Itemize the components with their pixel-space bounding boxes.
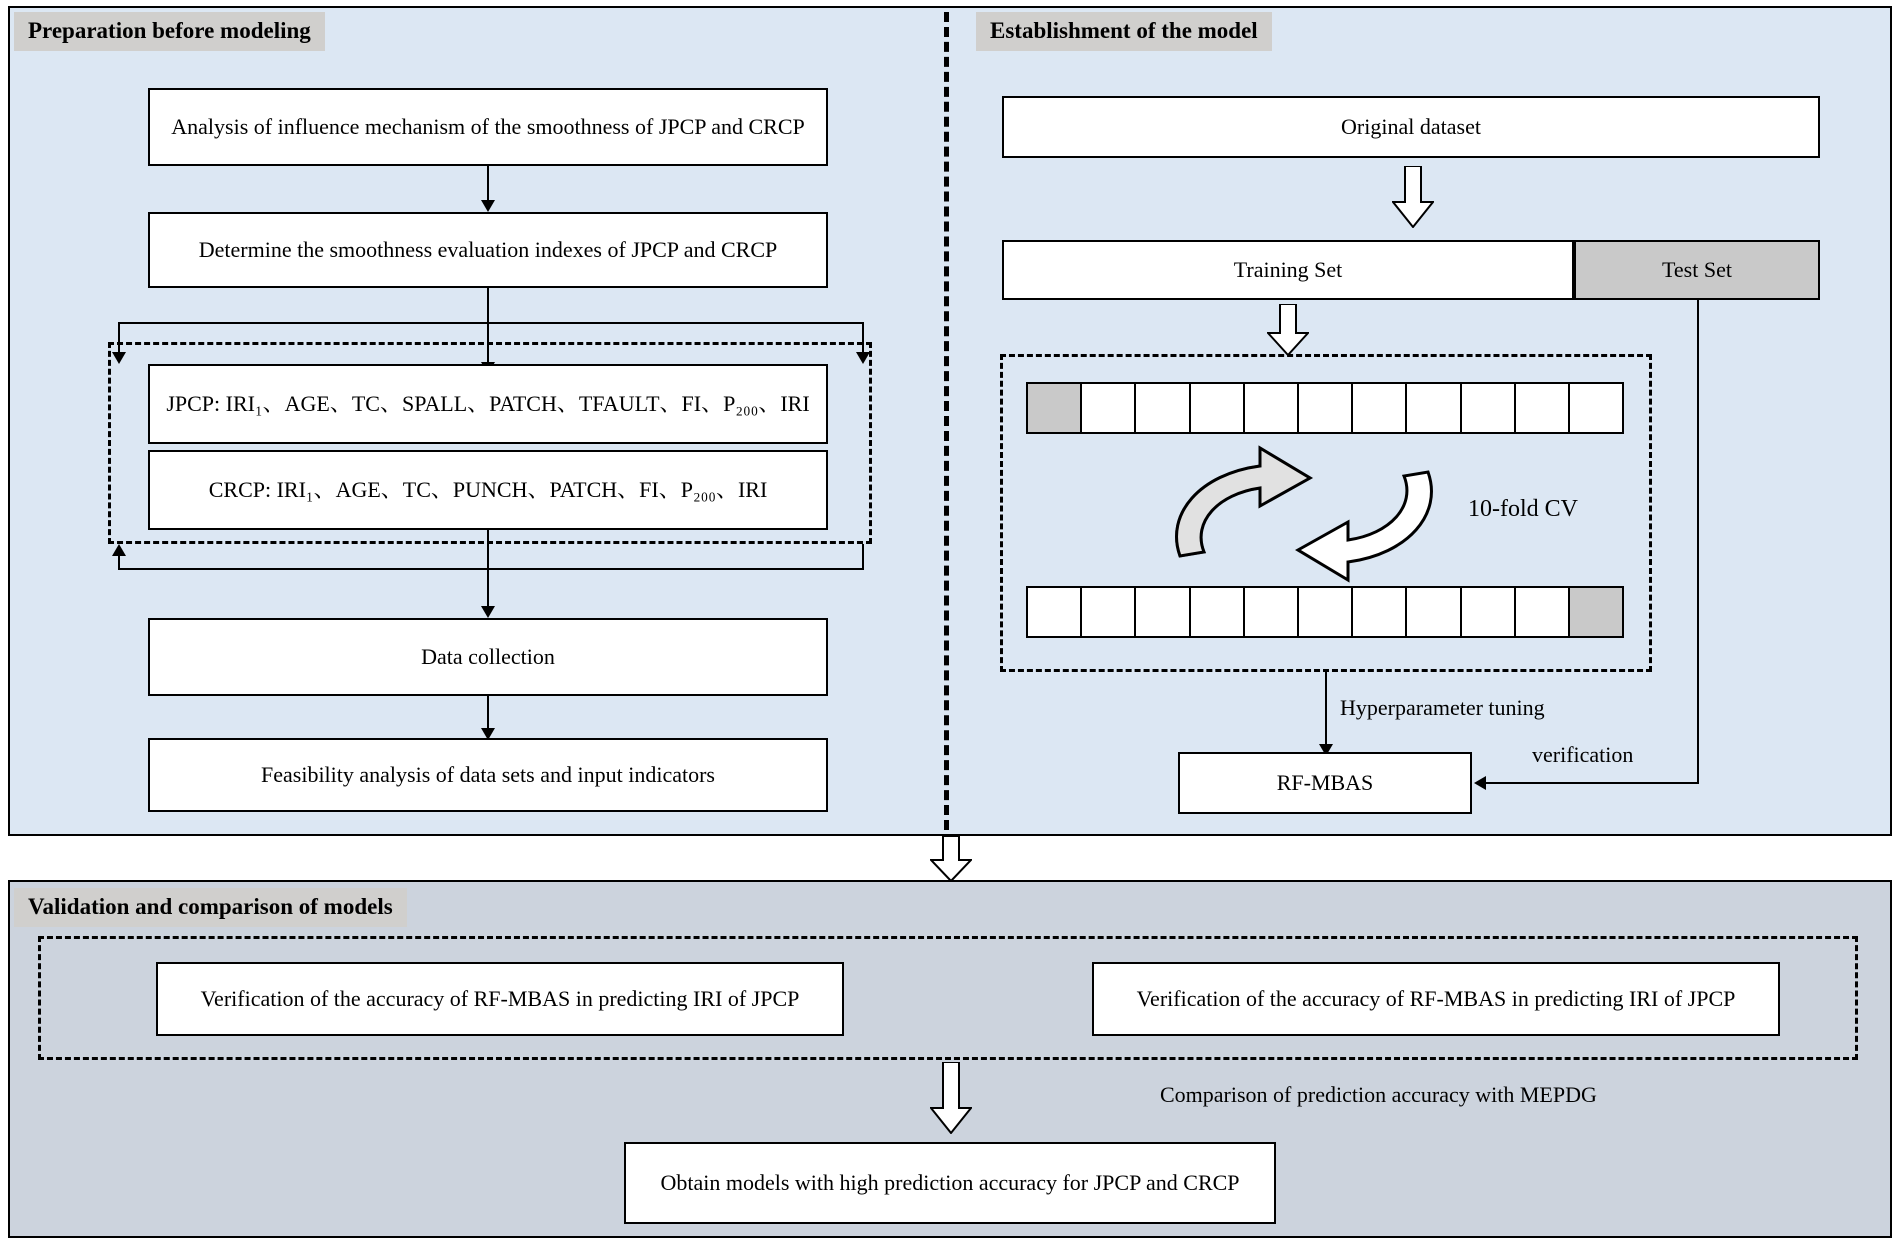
label-comparison-mepdg: Comparison of prediction accuracy with MEPDG: [1160, 1082, 1597, 1107]
cv-label: 10-fold CV: [1468, 496, 1578, 522]
box-verification-jpcp-right: Verification of the accuracy of RF-MBAS in predicting IRI of JPCP: [1092, 962, 1780, 1036]
feedback-bottom-line: [118, 568, 864, 570]
arrowhead-analysis-determine: [481, 200, 495, 212]
section-title-preparation: Preparation before modeling: [14, 12, 325, 51]
cv-cell: [1245, 588, 1299, 636]
cv-cell: [1299, 588, 1353, 636]
cv-cell: [1082, 588, 1136, 636]
cv-cell: [1245, 384, 1299, 432]
box-verification-jpcp-left: Verification of the accuracy of RF-MBAS in predicting IRI of JPCP: [156, 962, 844, 1036]
cv-cell: [1570, 384, 1622, 432]
box-training-set: Training Set: [1002, 240, 1574, 300]
cv-cell: [1082, 384, 1136, 432]
cv-cell: [1407, 384, 1461, 432]
cv-cell: [1462, 384, 1516, 432]
connector-indexes-datacollection: [487, 530, 489, 614]
box-rf-mbas: RF-MBAS: [1178, 752, 1472, 814]
cv-cell: [1516, 588, 1570, 636]
block-arrow-validation-to-final: [930, 1062, 972, 1134]
section-title-validation: Validation and comparison of models: [14, 888, 407, 927]
cv-cell: [1136, 384, 1190, 432]
cv-cell: [1407, 588, 1461, 636]
box-determine-indexes: Determine the smoothness evaluation indexes of JPCP and CRCP: [148, 212, 828, 288]
box-final-models: Obtain models with high prediction accuracy for JPCP and CRCP: [624, 1142, 1276, 1224]
feedback-bottom-left-arrow: [112, 544, 126, 556]
block-arrow-training-to-cv: [1267, 304, 1309, 356]
box-data-collection: Data collection: [148, 618, 828, 696]
cv-cell: [1570, 588, 1622, 636]
label-hyperparameter-tuning: Hyperparameter tuning: [1340, 695, 1545, 720]
section-divider: [944, 12, 949, 830]
cv-cell: [1136, 588, 1190, 636]
block-arrow-dataset-split: [1392, 166, 1434, 228]
box-analysis: Analysis of influence mechanism of the smoothness of JPCP and CRCP: [148, 88, 828, 166]
cv-cell: [1028, 588, 1082, 636]
cv-rotation-arrows-icon: [1160, 444, 1450, 584]
connector-testset-verification-vertical: [1697, 300, 1699, 783]
section-title-model: Establishment of the model: [976, 12, 1272, 51]
cv-cell: [1353, 588, 1407, 636]
box-crcp-indexes: [148, 450, 828, 530]
cv-cell: [1191, 384, 1245, 432]
cv-strip-top: [1026, 382, 1624, 434]
box-original-dataset: Original dataset: [1002, 96, 1820, 158]
connector-cv-rfmbas: [1325, 672, 1327, 752]
crcp-indexes-text: CRCP: IRI₁、AGE、TC、PUNCH、PATCH、FI、P₂₀₀、IRI: [208, 477, 768, 503]
cv-cell: [1299, 384, 1353, 432]
feedback-top-line: [118, 322, 864, 324]
jpcp-indexes-text: JPCP: IRI₁、AGE、TC、SPALL、PATCH、TFAULT、FI、P₂₀₀、IRI: [166, 391, 810, 417]
box-test-set: Test Set: [1574, 240, 1820, 300]
block-arrow-top-to-validation: [930, 836, 972, 882]
arrowhead-verification: [1474, 776, 1486, 790]
cv-cell: [1191, 588, 1245, 636]
feedback-bottom-right-line: [862, 544, 864, 568]
cv-cell: [1353, 384, 1407, 432]
box-feasibility-analysis: Feasibility analysis of data sets and input indicators: [148, 738, 828, 812]
arrowhead-indexes-datacollection: [481, 606, 495, 618]
cv-cell: [1516, 384, 1570, 432]
box-jpcp-indexes: [148, 364, 828, 444]
cv-strip-bottom: [1026, 586, 1624, 638]
cv-cell: [1028, 384, 1082, 432]
cv-cell: [1462, 588, 1516, 636]
connector-testset-verification-horizontal: [1486, 782, 1699, 784]
label-verification: verification: [1532, 742, 1634, 767]
